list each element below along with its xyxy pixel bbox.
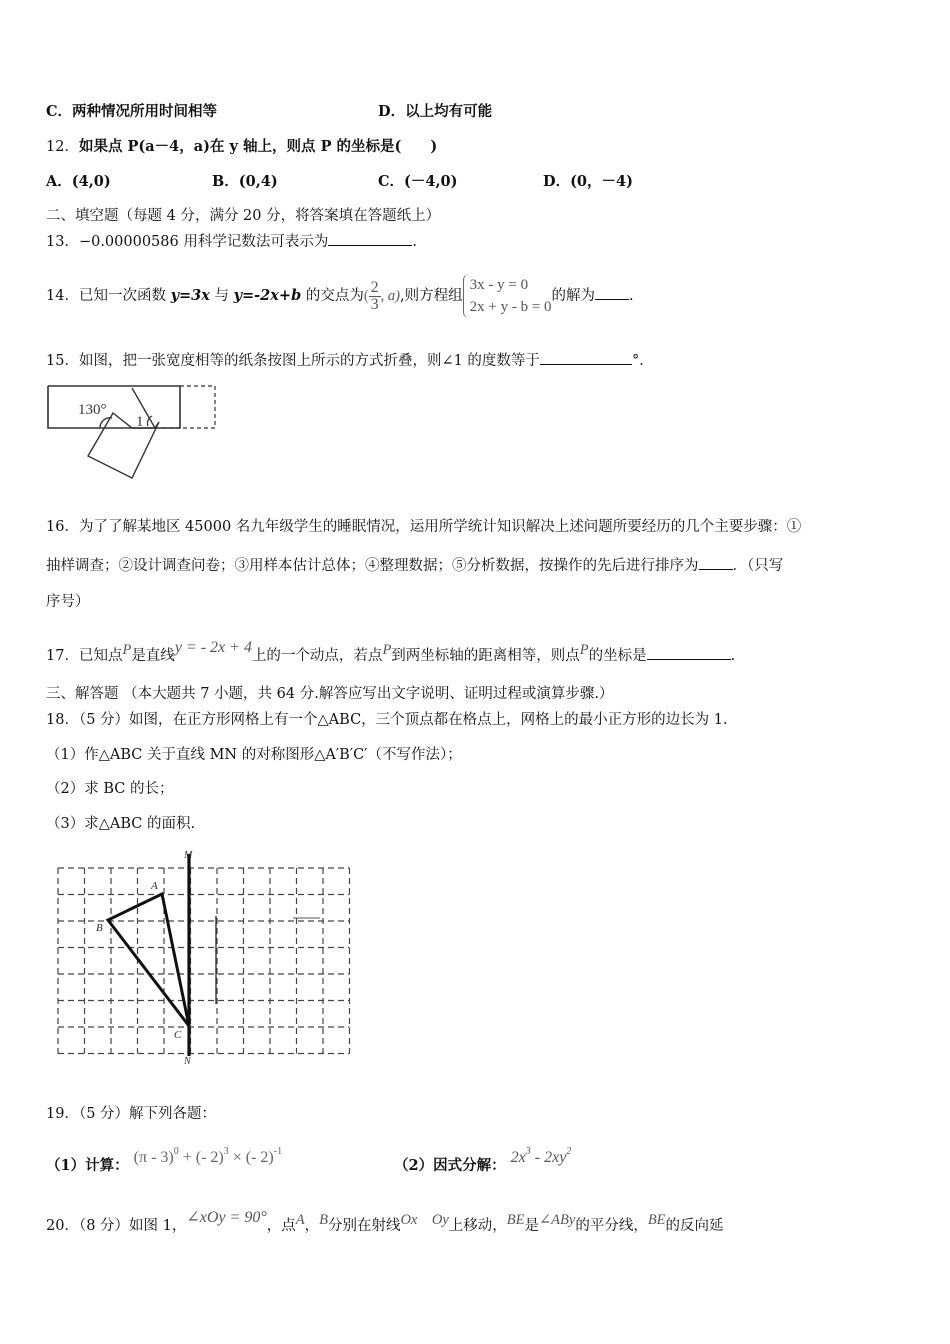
q14: 14．已知一次函数 y=3x 与 y=-2x+b 的交点为( $\frac{2}{3}$ , a),则方程组 3x - y = 0 2x + y - b = 0 的解为 . xyxy=(46,272,634,320)
label-m: M xyxy=(184,850,193,861)
q18-part-1: （1）作△ABC 关于直线 MN 的对称图形△A′B′C′（不写作法）； xyxy=(46,747,462,763)
q18-part-2: （2）求 BC 的长； xyxy=(46,781,174,797)
q14-fraction: $\frac{2}{3}$ xyxy=(370,278,379,313)
q12-option-a: A．(4,0) xyxy=(46,173,111,190)
q16-line-2: 抽样调查；②设计调查问卷；③用样本估计总体；④整理数据；⑤分析数据，按操作的先后进行排序为 ．（只写 xyxy=(46,555,783,576)
q20-stem: 20．（8 分）如图 1，∠xOy = 90°，点A，B分别在射线Ox Oy上移动，BE是∠ABy的平分线，BE的反向延 xyxy=(46,1209,724,1234)
q16-line-3: 序号） xyxy=(46,594,90,610)
q19-part-1: （1）计算： (π - 3)$^0$ + (- 2)$^3$ × (- 2)$^{-1}$ xyxy=(46,1146,283,1174)
q15: 15．如图，把一张宽度相等的纸条按图上所示的方式折叠，则∠1 的度数等于 °． xyxy=(46,350,654,371)
q11-option-c: C．两种情况所用时间相等 xyxy=(46,103,218,120)
q19-stem: 19．（5 分）解下列各题： xyxy=(46,1106,217,1122)
q16-line-1: 16．为了了解某地区 45000 名九年级学生的睡眠情况，运用所学统计知识解决上述问题所要经历的几个主要步骤：① xyxy=(46,519,802,535)
q14-equation-system: 3x - y = 0 2x + y - b = 0 xyxy=(463,274,552,318)
label-b: B xyxy=(96,922,103,934)
q15-folded-strip-figure xyxy=(40,378,230,488)
label-n: N xyxy=(184,1056,191,1067)
q11-option-d: D．以上均有可能 xyxy=(378,103,493,120)
section-2-heading: 二、填空题（每题 4 分，满分 20 分，将答案填在答题纸上） xyxy=(46,208,441,224)
q18-part-3: （3）求△ABC 的面积. xyxy=(46,816,196,832)
q17: 17．已知点P是直线y = - 2x + 4上的一个动点，若点P到两坐标轴的距离相等，则点P的坐标是 . xyxy=(46,639,736,664)
section-3-heading: 三、解答题 （本大题共 7 小题，共 64 分.解答应写出文字说明、证明过程或演算步骤.） xyxy=(46,686,614,702)
q15-angle-1-label: 1 xyxy=(136,414,144,430)
q13: 13．−0.00000586 用科学记数法可表示为 . xyxy=(46,231,417,252)
q15-angle-label: 130° xyxy=(78,402,107,418)
label-c: C xyxy=(174,1029,182,1041)
q18-stem: 18．（5 分）如图，在正方形网格上有一个△ABC，三个顶点都在格点上，网格上的最小正方形的边长为 1. xyxy=(46,712,728,728)
q12-option-c: C．(－4,0) xyxy=(378,173,458,190)
q19-part-2: （2）因式分解： $2x^3 - 2xy^2$ xyxy=(394,1146,572,1174)
label-a: A xyxy=(151,880,158,892)
q12-stem: 12．如果点 P(a－4，a)在 y 轴上，则点 P 的坐标是( ) xyxy=(46,138,438,155)
q12-option-d: D．(0，－4) xyxy=(543,173,633,190)
q18-grid-figure xyxy=(50,846,355,1068)
q12-option-b: B．(0,4) xyxy=(212,173,278,190)
